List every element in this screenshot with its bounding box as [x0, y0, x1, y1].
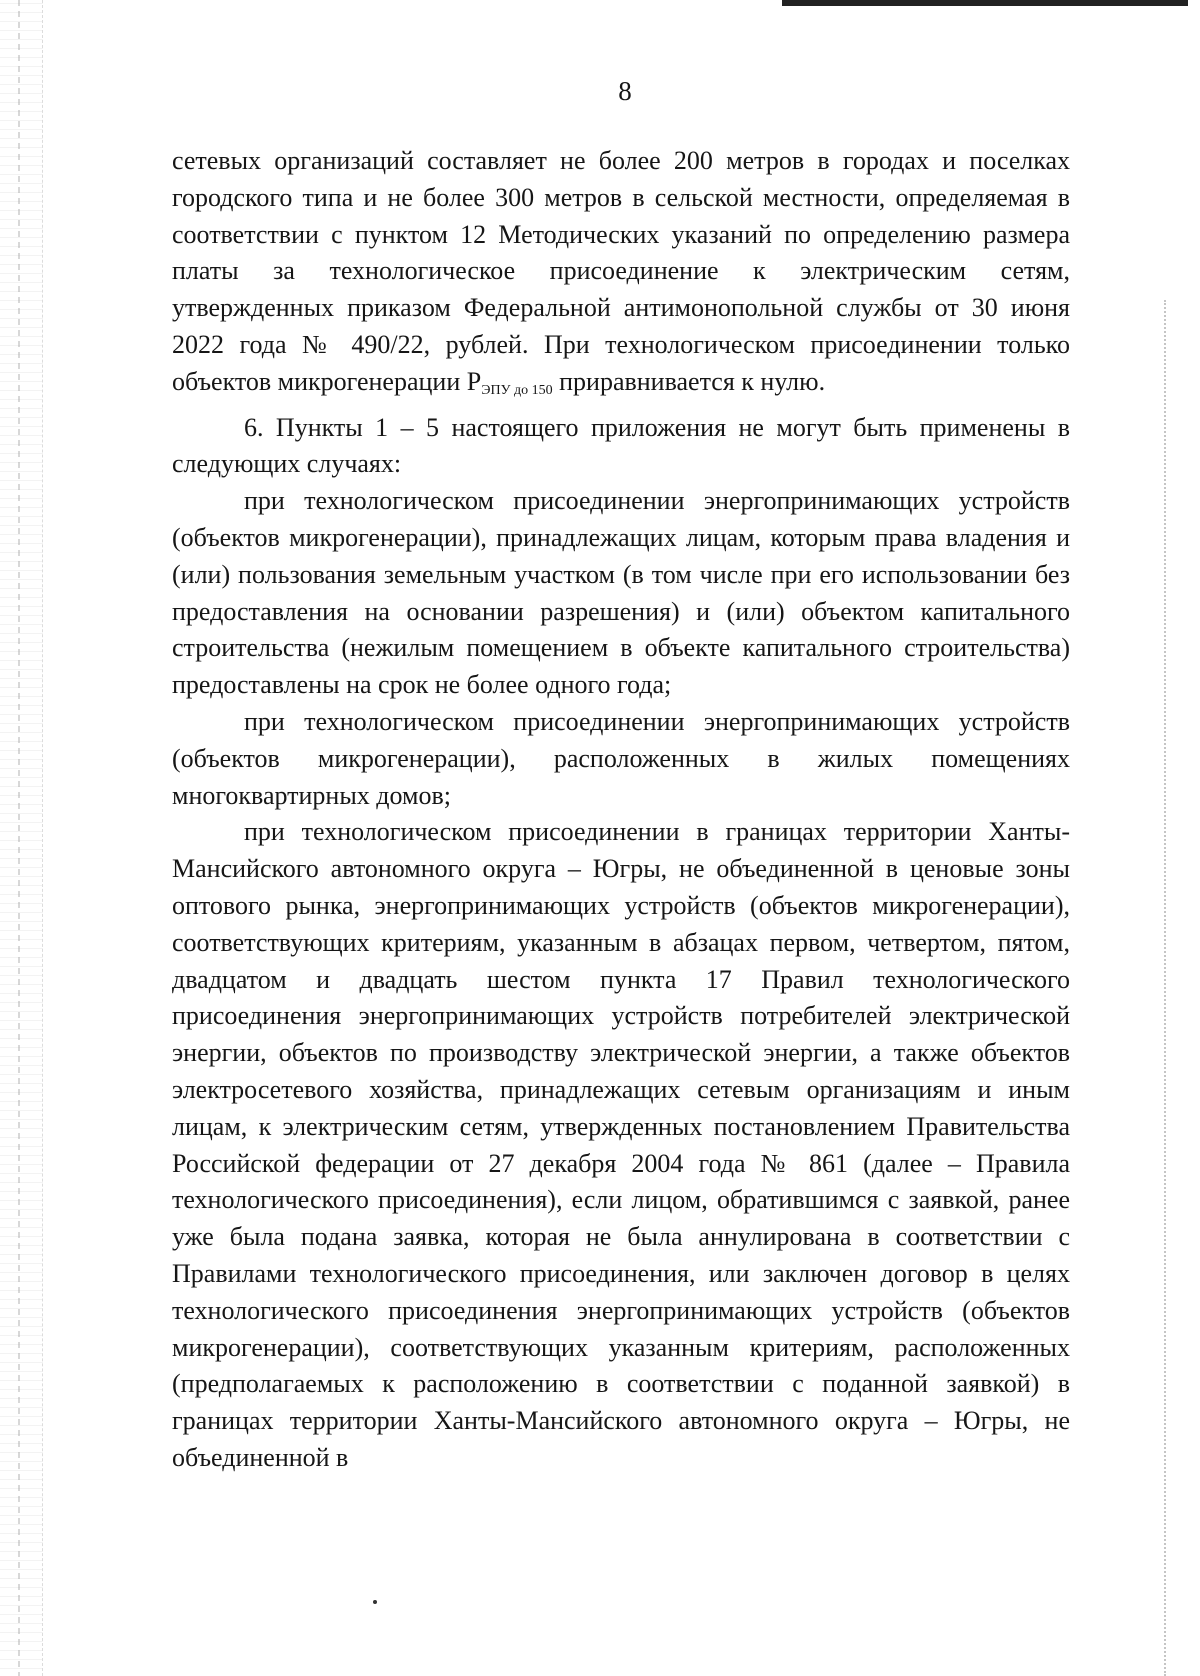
formula-tail: приравнивается к нулю. — [559, 366, 826, 396]
document-body — [172, 143, 1070, 1477]
scan-left-edge — [0, 0, 43, 1676]
paragraph-item-6: 6. Пункты 1 – 5 настоящего приложения не могут быть применены в следующих случаях: — [172, 412, 1070, 479]
paragraph-continuation-text: сетевых организаций составляет не более 200 метров в городах и поселках городского типа и не более 300 метров в сельской местности, определяемая в соответствии с пунктом 12 Методических указаний по определению размера платы за технологическое присоединение к электрическим сетям, утвержденных приказом Федеральной антимонопольной службы от 30 июня 2022 года № 490/22, рублей. При технологическом присоединении только объектов микрогенерации — [172, 146, 1070, 396]
formula-symbol: P — [466, 366, 482, 396]
scan-speck — [373, 1600, 377, 1604]
top-rule — [782, 0, 1188, 6]
formula-subscript-range: до 150 — [513, 382, 553, 398]
formula-subscript-main: ЭПУ — [481, 382, 511, 398]
paragraph-case-3: при технологическом присоединении в границах территории Ханты-Мансийского автономного округа – Югры, не объединенной в ценовые зоны оптового рынка, энергопринимающих устройств (объектов микрогенерации), соответствующих критериям, указанным в абзацах первом, четвертом, пятом, двадцатом и двадцать шестом пункта 17 Правил технологического присоединения энергопринимающих устройств потребителей электрической энергии, объектов по производству электрической энергии, а также объектов электросетевого хозяйства, принадлежащих сетевым организациям и иным лицам, к электрическим сетям, утвержденных постановлением Правительства Российской федерации от 27 декабря 2004 года № 861 (далее – Правила технологического присоединения), если лицом, обратившимся с заявкой, ранее уже была подана заявка, которая не была аннулирована в соответствии с Правилами технологического присоединения, или заключен договор в целях технологического присоединения энергопринимающих устройств (объектов микрогенерации), соответствующих указанным критериям, расположенных (предполагаемых к расположению в соответствии с поданной заявкой) в границах территории Ханты-Мансийского автономного округа – Югры, не объединенной в — [172, 817, 1070, 1472]
formula-subscript — [481, 383, 552, 398]
paragraph-continuation — [172, 143, 1070, 410]
paragraph-case-2: при технологическом присоединении энергопринимающих устройств (объектов микрогенерации), расположенных в жилых помещениях многоквартирных домов; — [172, 706, 1070, 810]
paragraph-case-1: при технологическом присоединении энергопринимающих устройств (объектов микрогенерации), принадлежащих лицам, которым права владения и (или) пользования земельным участком (в том числе при его использовании без предоставления на основании разрешения) и (или) объектом капитального строительства (нежилым помещением в объекте капитального строительства) предоставлены на срок не более одного года; — [172, 486, 1070, 700]
page-number: 8 — [618, 76, 632, 106]
scan-right-edge — [1164, 300, 1200, 1676]
